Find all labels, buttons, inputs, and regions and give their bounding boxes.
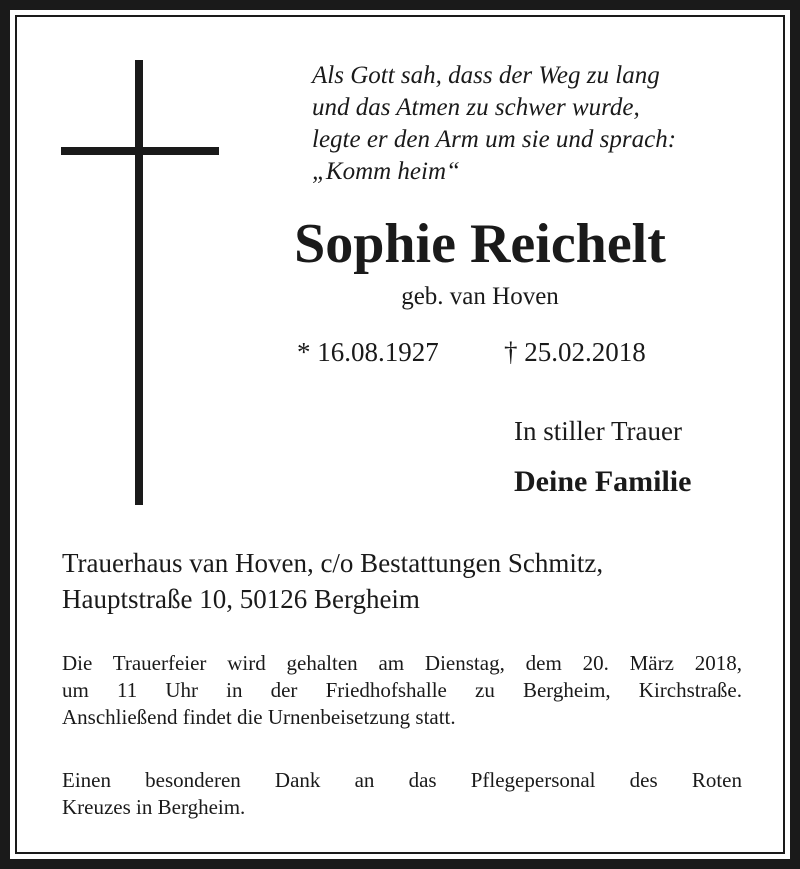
poem-line: „Komm heim“	[312, 158, 460, 185]
deceased-name: Sophie Reichelt	[294, 213, 666, 275]
mourning-house-address	[62, 545, 752, 617]
cross-icon-vertical-bar	[135, 60, 143, 505]
funeral-line: um 11 Uhr in der Friedhofshalle zu Bergheim, Kirchstraße.	[62, 678, 742, 702]
funeral-line: Anschließend findet die Urnenbeisetzung statt.	[62, 705, 456, 729]
funeral-line: Die Trauerfeier wird gehalten am Dienstag, dem 20. März 2018,	[62, 651, 742, 675]
poem-line: legte er den Arm um sie und sprach:	[312, 126, 677, 153]
poem-quote	[312, 60, 762, 188]
funeral-details	[62, 650, 742, 731]
birth-date: * 16.08.1927	[297, 337, 439, 367]
poem-line: und das Atmen zu schwer wurde,	[312, 94, 640, 121]
thanks-line: Kreuzes in Bergheim.	[62, 795, 246, 819]
address-line: Trauerhaus van Hoven, c/o Bestattungen Schmitz,	[62, 548, 604, 578]
poem-line: Als Gott sah, dass der Weg zu lang	[312, 62, 660, 89]
mourning-phrase: In stiller Trauer	[514, 416, 682, 446]
thanks-note	[62, 767, 742, 821]
thanks-line: Einen besonderen Dank an das Pflegepersonal des Roten	[62, 768, 742, 792]
address-line: Hauptstraße 10, 50126 Bergheim	[62, 584, 420, 614]
family-signature: Deine Familie	[514, 465, 692, 498]
death-date: † 25.02.2018	[504, 337, 646, 367]
cross-icon-horizontal-bar	[61, 147, 219, 155]
maiden-name: geb. van Hoven	[401, 283, 559, 310]
